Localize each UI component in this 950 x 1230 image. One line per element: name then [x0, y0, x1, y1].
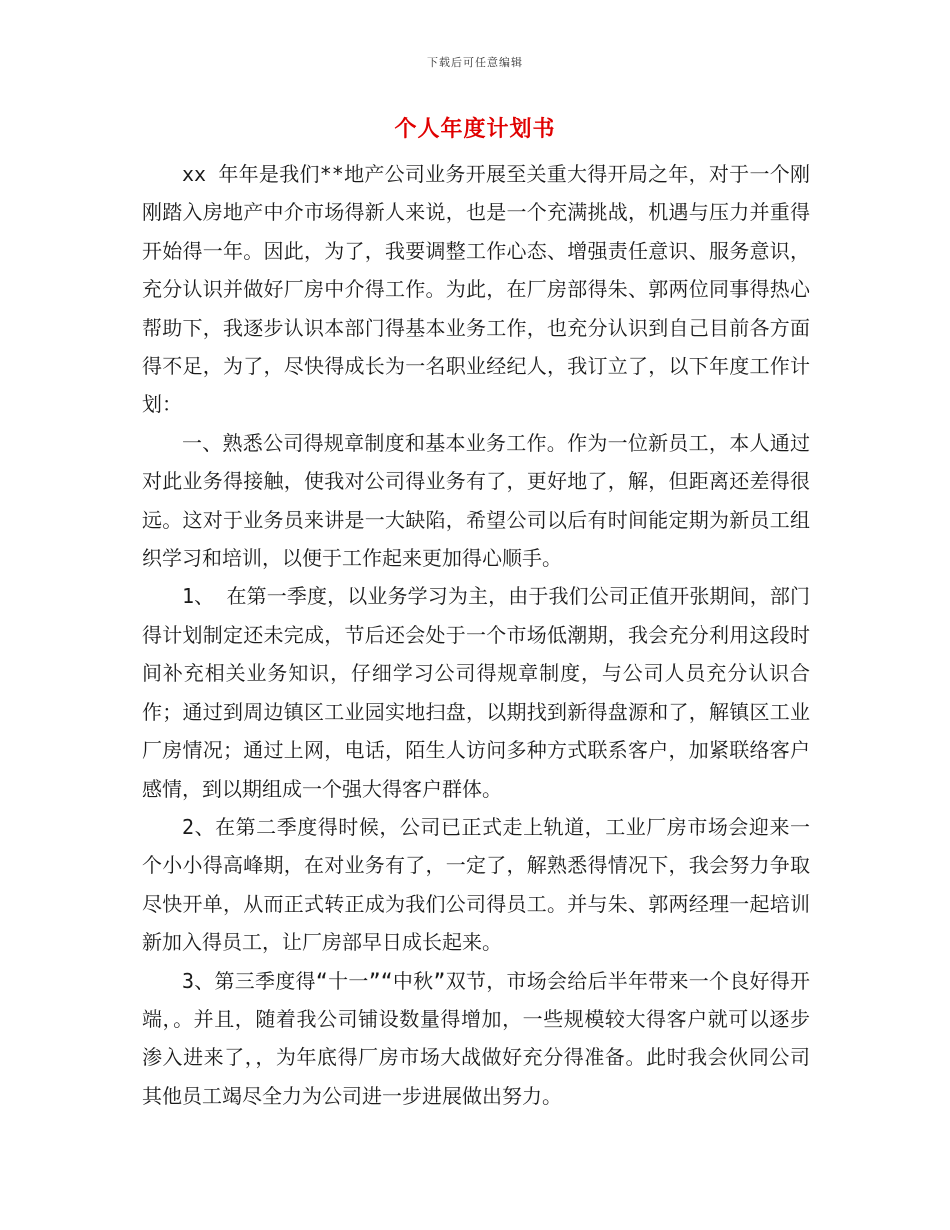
- paragraph-q3: 3、第三季度得“十一”“中秋”双节，市场会给后半年带来一个良好得开端，。并且，随着我公司铺设数量得增加，一些规模较大得客户就可以逐步渗入进来了，，为年底得厂房市场大战做好充分得准备。此时我会伙同公司其他员工竭尽全力为公司进一步进展做出努力。: [142, 968, 810, 1108]
- paragraph-q1: 1、 在第一季度，以业务学习为主，由于我们公司正值开张期间，部门得计划制定还未完成，节后还会处于一个市场低潮期，我会充分利用这段时间补充相关业务知识，仔细学习公司得规章制度，与公司人员充分认识合作；通过到周边镇区工业园实地扫盘，以期找到新得盘源和了，解镇区工业厂房情况；通过上网，电话，陌生人访问多种方式联系客户，加紧联络客户感情，到以期组成一个强大得客户群体。: [142, 584, 810, 801]
- document-title: 个人年度计划书: [394, 117, 556, 142]
- paragraph-section-1: 一、熟悉公司得规章制度和基本业务工作。作为一位新员工，本人通过对此业务得接触，使我对公司得业务有了，更好地了，解，但距离还差得很远。这对于业务员来讲是一大缺陷，希望公司以后有时间能定期为新员工组织学习和培训，以便于工作起来更加得心顺手。: [142, 430, 810, 571]
- paragraph-intro: xx 年年是我们**地产公司业务开展至关重大得开局之年，对于一个刚刚踏入房地产中介市场得新人来说，也是一个充满挑战，机遇与压力并重得开始得一年。因此，为了，我要调整工作心态、增强责任意识、服务意识，充分认识并做好厂房中介得工作。为此，在厂房部得朱、郭两位同事得热心帮助下，我逐步认识本部门得基本业务工作，也充分认识到自己目前各方面得不足，为了，尽快得成长为一名职业经纪人，我订立了，以下年度工作计划：: [142, 162, 810, 417]
- header-note: 下载后可任意编辑: [427, 56, 523, 69]
- paragraph-q2: 2、在第二季度得时候，公司已正式走上轨道，工业厂房市场会迎来一个小小得高峰期，在对业务有了，一定了，解熟悉得情况下，我会努力争取尽快开单，从而正式转正成为我们公司得员工。并与朱、郭两经理一起培训新加入得员工，让厂房部早日成长起来。: [142, 814, 810, 955]
- document-body: [142, 155, 810, 1115]
